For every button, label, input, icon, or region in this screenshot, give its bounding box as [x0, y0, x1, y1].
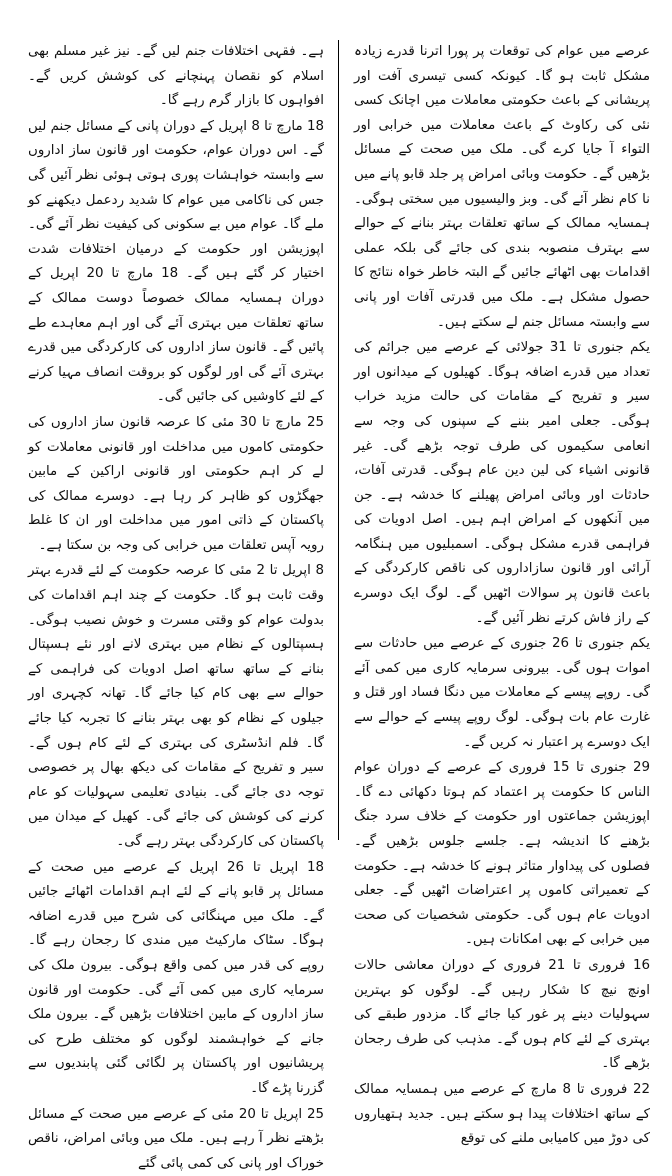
- paragraph: یکم جنوری تا 31 جولائی کے عرصے میں جرائم کی تعداد میں قدرے اضافہ ہوگا۔ کھیلوں کے میدانوں اور سیر و تفریح کے مقامات کی حالت مزید خراب ہوگی۔ جعلی امیر بننے کے سپنوں کی وجہ سے انعامی سکیموں کی طرف توجہ بڑھے گی۔ غیر قانونی اشیاء کی لین دین عام ہوگی۔ قدرتی آفات، حادثات اور وبائی امراض پھیلنے کا خدشہ ہے۔ جن میں آنکھوں کے امراض اہم ہیں۔ اصل ادویات کی فراہمی قدرے مشکل ہوگی۔ اسمبلیوں میں ہنگامہ آرائی اور قانون سازاداروں کی ناقص کارکردگی کے باعث قانون پر سوالات اٹھیں گے۔ لوگ ایک دوسرے کے راز فاش کرتے نظر آئیں گے۔: [354, 340, 651, 626]
- column-divider: [338, 40, 339, 840]
- paragraph: 22 فروری تا 8 مارچ کے عرصے میں ہمسایہ ممالک کے ساتھ اختلافات پیدا ہو سکتے ہیں۔ جدید ہتھیاروں کی دوڑ میں کامیابی ملنے کی توقع: [354, 1081, 650, 1147]
- paragraph: عرصے میں عوام کی توقعات پر پورا اترنا قدرے زیادہ مشکل ثابت ہو گا۔ کیونکہ کسی تیسری آفت اور پریشانی کے باعث حکومتی معاملات میں اچانک کسی نئی کی رکاوٹ کے باعث معاملات میں خرابی اور التواء آ جایا کرے گی۔ ملک میں صحت کے مسائل بڑھیں گے۔ حکومت وبائی امراض پر جلد قابو پانے میں نا کام نظر آئے گی۔ وبز والیسیوں میں سختی ہوگی۔ ہمسایہ ممالک کے ساتھ تعلقات بہتر بنانے کے حوالے سے بہترف منصوبہ بندی کی جائے گی بلکہ عملی اقدامات بھی اٹھائے جائیں گے البتہ خاطر خواہ نتائج کا حصول مشکل ہے۔ ملک میں قدرتی آفات اور پانی سے وابستہ مسائل جنم لے سکتے ہیں۔: [354, 44, 650, 330]
- paragraph: ہے۔ فقہی اختلافات جنم لیں گے۔ نیز غیر مسلم بھی اسلام کو نقصان پہنچانے کی کوشش کریں گے۔ افواہوں کا بازار گرم رہے گا۔: [28, 44, 324, 109]
- paragraph: 25 اپریل تا 20 مئی کے عرصے میں صحت کے مسائل بڑھتے نظر آ رہے ہیں۔ ملک میں وبائی امراض، ناقص خوراک اور پانی کی کمی پائی گئے: [28, 1106, 324, 1171]
- paragraph: 8 اپریل تا 2 مئی کا عرصہ حکومت کے لئے قدرے بہتر وقت ثابت ہو گا۔ حکومت کے چند اہم اقدامات کی بدولت عوام کو وقتی مسرت و خوش نصیب ہوگی۔ ہسپتالوں کے نظام میں بہتری لانے اور نئے ہسپتال بنانے کے ساتھ ساتھ اصل ادویات کی فراہمی کے حوالے سے بھی کام کیا جائے گا۔ تھانہ کچہری اور جیلوں کے نظام کو بھی بہتر بنانے کا تجربہ کیا جائے گا۔ فلم انڈسٹری کی بہتری کے لئے کام ہوں گے۔ سیر و تفریح کے مقامات کی دیکھ بھال پر خصوصی توجہ دی جائے گی۔ بنیادی تعلیمی سہولیات کو عام کرنے کی کوشش کی جائے گی۔ کھیل کے میدان میں پاکستان کی کارکردگی بہتر رہے گی۔: [28, 563, 324, 849]
- paragraph: 29 جنوری تا 15 فروری کے عرصے کے دوران عوام الناس کا حکومت پر اعتماد کم ہوتا دکھائی دے گا۔ اپوزیشن جماعتوں اور حکومت کے خلاف سرد جنگ بڑھنے کا اندیشہ ہے۔ جلسے جلوس بڑھیں گے۔ فصلوں کی پیداوار متاثر ہونے کا خدشہ ہے۔ حکومت کے تعمیراتی کاموں پر اعتراضات اٹھیں گے۔ جعلی ادویات عام ہوں گی۔ حکومتی شخصیات کی صحت میں خرابی کے بھی امکانات ہیں۔: [354, 760, 650, 948]
- left-column: [28, 40, 324, 1171]
- paragraph: 16 فروری تا 21 فروری کے دوران معاشی حالات اونچ نیچ کا شکار رہیں گے۔ لوگوں کو بہترین سہولیات دینے پر غور کیا جائے گا۔ مزدور طبقے کی بہتری کے لئے کام ہوں گے۔ مذہب کی طرف رجحان بڑھے گا۔: [354, 957, 651, 1072]
- paragraph: 25 مارچ تا 30 مئی کا عرصہ قانون ساز اداروں کی حکومتی کاموں میں مداخلت اور قانونی معاملات کو لے کر اہم حکومتی اور قانونی اراکین کے مابین جھگڑوں کو ظاہر کر رہا ہے۔ دوسرے ممالک کی پاکستان کے ذاتی امور میں مداخلت اور ان کا غلط رویہ آپس تعلقات میں خرابی کی وجہ بن سکتا ہے۔: [28, 414, 324, 553]
- paragraph: 18 مارچ تا 8 اپریل کے دوران پانی کے مسائل جنم لیں گے۔ اس دوران عوام، حکومت اور قانون ساز اداروں سے وابستہ خواہشات پوری ہوتی ہوئی نظر آئیں گی جس کی ناکامی میں عوام کا شدید ردعمل دیکھنے کو ملے گا۔ عوام میں بے سکونی کی کیفیت نظر آئے گی۔ اپوزیشن اور حکومت کے درمیان اختلافات شدت اختیار کر گئے ہیں گے۔ 18 مارچ تا 20 اپریل کے دوران ہمسایہ ممالک خصوصاً دوست ممالک کے ساتھ تعلقات میں بہتری آئے گی اور اہم معاہدے طے پائیں گے۔ قانون ساز اداروں کی کارکردگی میں قدرے بہتری آئے گی اور لوگوں کو بروقت انصاف مہیا کرنے کے لئے کاوشیں کی جائیں گی۔: [28, 118, 324, 405]
- paragraph: 18 اپریل تا 26 اپریل کے عرصے میں صحت کے مسائل پر قابو پانے کے لئے اہم اقدامات اٹھائے جائیں گے۔ ملک میں مہنگائی کی شرح میں قدرے اضافہ ہوگا۔ سٹاک مارکیٹ میں مندی کا رجحان رہے گا۔ روپے کی قدر میں کمی واقع ہوگی۔ بیرون ملک کی سرمایہ کاری میں کمی آئے گی۔ حکومت اور قانون ساز اداروں کے مابین اختلافات بڑھیں گے۔ بیرون ملک جانے کے خواہشمند لوگوں کو مختلف طرح کی پریشانیوں اور پاکستان پر لگائی گئی پابندیوں سے گزرنا پڑے گا۔: [28, 859, 324, 1096]
- paragraph: یکم جنوری تا 26 جنوری کے عرصے میں حادثات سے اموات ہوں گی۔ بیرونی سرمایہ کاری میں کمی آئے گی۔ روپے پیسے کے معاملات میں دنگا فساد اور قتل و غارت عام بات ہوگی۔ لوگ روپے پیسے کے حوالے سے ایک دوسرے پر اعتبار نہ کریں گے۔: [354, 636, 650, 750]
- right-column: [354, 40, 651, 1147]
- newspaper-page: [28, 40, 651, 1171]
